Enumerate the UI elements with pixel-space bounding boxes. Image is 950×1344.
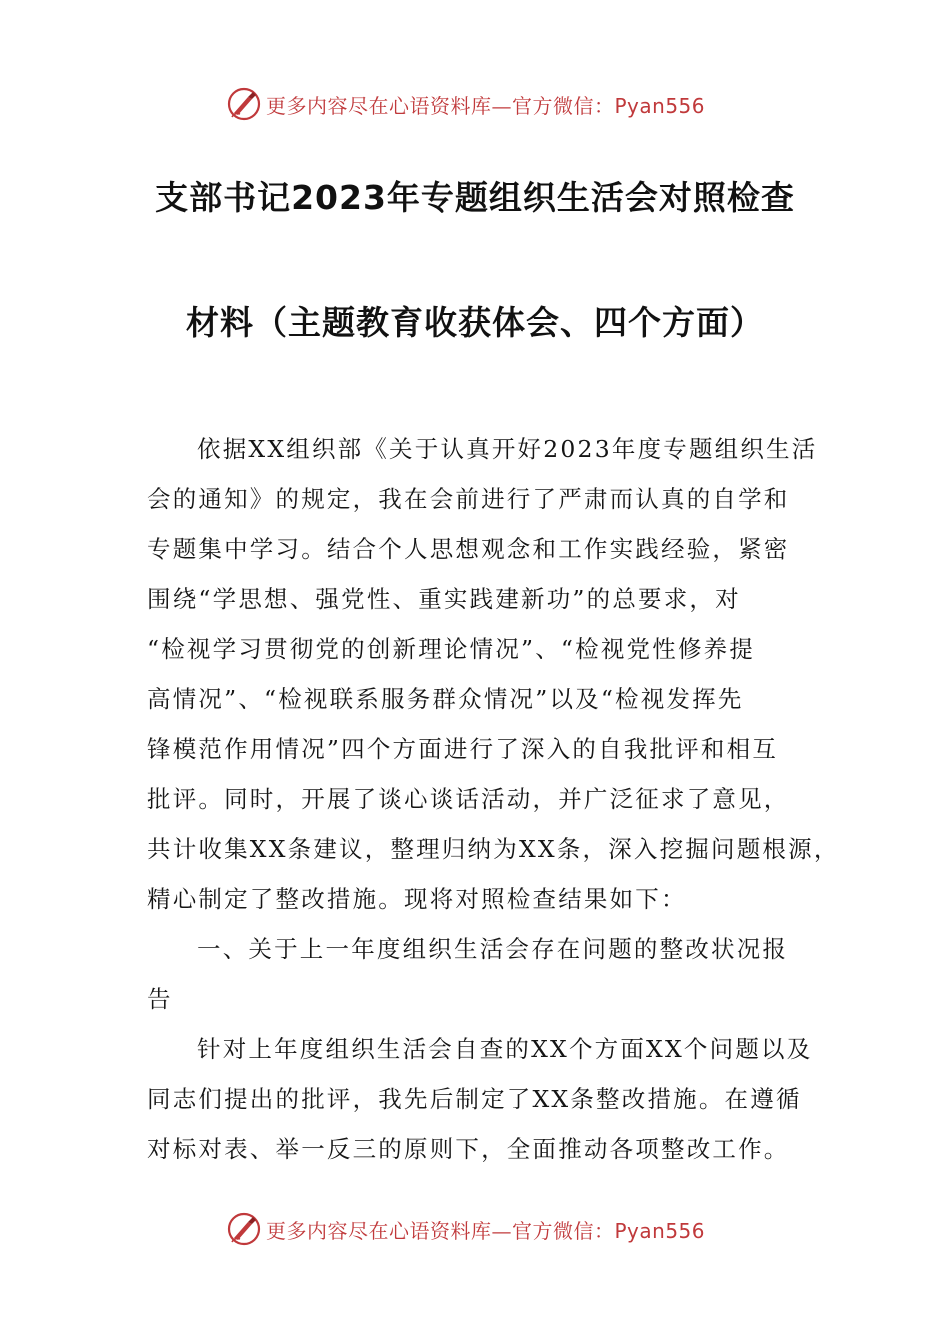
paragraph-line: “检视学习贯彻党的创新理论情况”、“检视党性修养提 xyxy=(147,635,756,663)
body-paragraphs xyxy=(147,424,840,1174)
paragraph-line: 共计收集XX条建议，整理归纳为XX条，深入挖掘问题根源， xyxy=(147,835,840,863)
paragraph-line: 同志们提出的批评，我先后制定了XX条整改措施。在遵循 xyxy=(147,1085,802,1113)
footer-banner xyxy=(0,1205,950,1255)
document-title-line-1: 支部书记2023年专题组织生活会对照检查 xyxy=(155,178,795,217)
wechat-id: Pyan556 xyxy=(614,1219,706,1243)
section-heading-line: 告 xyxy=(147,985,173,1013)
header-banner xyxy=(0,80,950,130)
section-heading-line: 一、关于上一年度组织生活会存在问题的整改状况报 xyxy=(197,935,789,963)
paragraph-line: 针对上年度组织生活会自查的XX个方面XX个问题以及 xyxy=(197,1035,813,1063)
paragraph-line: 锋模范作用情况”四个方面进行了深入的自我批评和相互 xyxy=(147,735,779,763)
paragraph-line: 依据XX组织部《关于认真开好2023年度专题组织生活 xyxy=(197,435,818,463)
paragraph-line: 对标对表、举一反三的原则下，全面推动各项整改工作。 xyxy=(147,1135,790,1163)
document-title-line-2: 材料（主题教育收获体会、四个方面） xyxy=(186,303,764,342)
banner-text: 更多内容尽在心语资料库—官方微信：Pyan556 xyxy=(266,94,706,118)
paragraph-line: 精心制定了整改措施。现将对照检查结果如下： xyxy=(147,885,687,913)
pen-logo-icon xyxy=(226,1211,262,1247)
paragraph-line: 专题集中学习。结合个人思想观念和工作实践经验，紧密 xyxy=(147,535,790,563)
banner-text: 更多内容尽在心语资料库—官方微信：Pyan556 xyxy=(266,1219,706,1243)
wechat-id: Pyan556 xyxy=(614,94,706,118)
paragraph-line: 高情况”、“检视联系服务群众情况”以及“检视发挥先 xyxy=(147,685,744,713)
pen-logo-icon xyxy=(226,86,262,122)
paragraph-line: 会的通知》的规定，我在会前进行了严肃而认真的自学和 xyxy=(147,485,790,513)
paragraph-line: 批评。同时，开展了谈心谈话活动，并广泛征求了意见， xyxy=(147,785,790,813)
paragraph-line: 围绕“学思想、强党性、重实践建新功”的总要求，对 xyxy=(147,585,741,613)
